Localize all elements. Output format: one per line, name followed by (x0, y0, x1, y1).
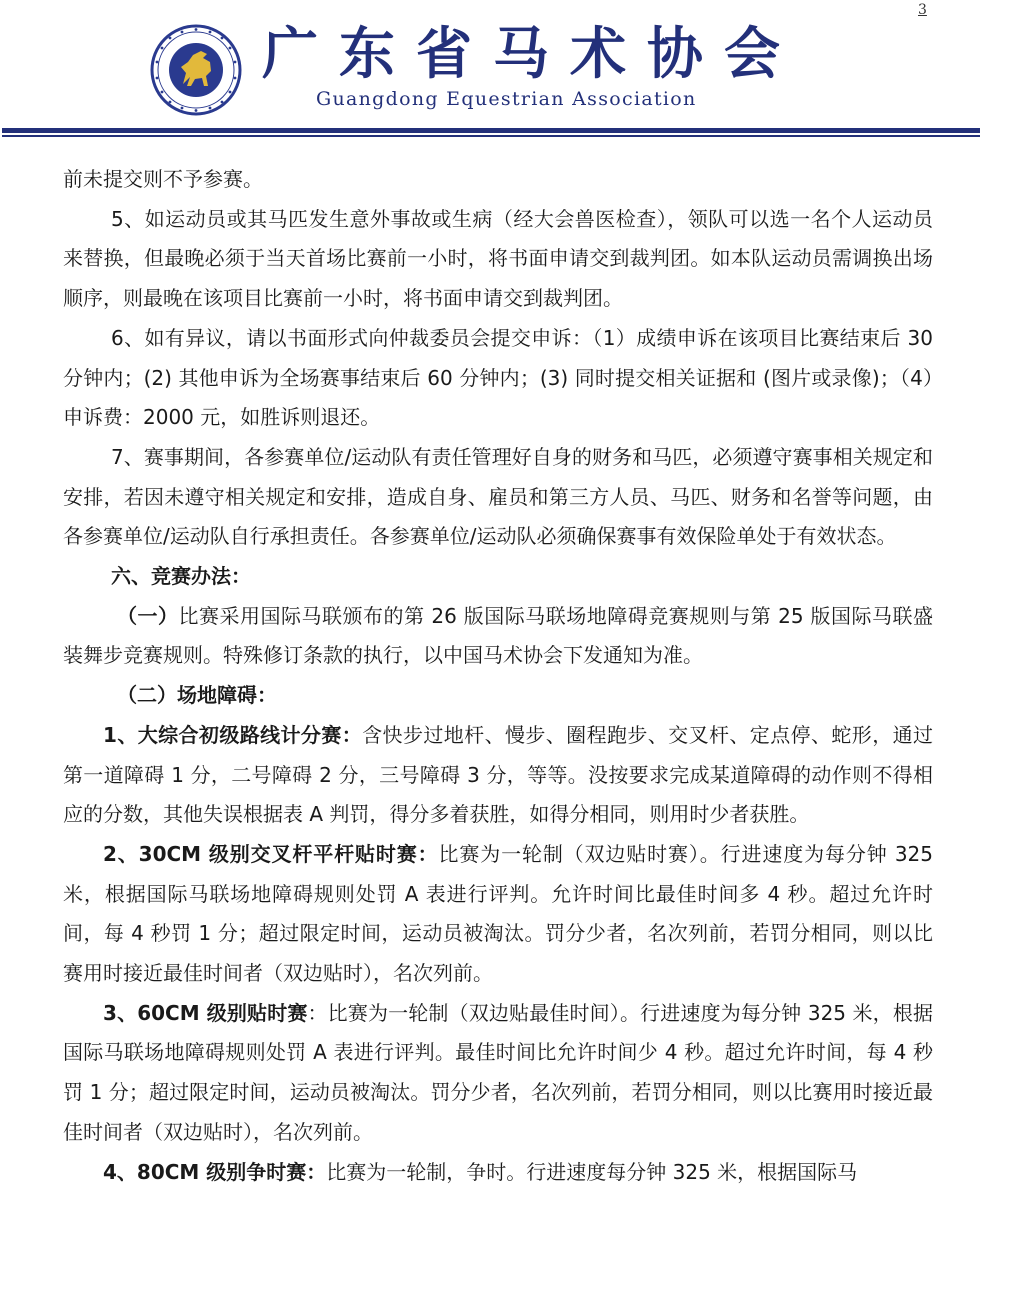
paragraph: 7、赛事期间，各参赛单位/运动队有责任管理好自身的财务和马匹，必须遵守赛事相关规定和安排，若因未遵守相关规定和安排，造成自身、雇员和第三方人员、马匹、财务和名誉等问题，由各参赛单位/运动队自行承担责任。各参赛单位/运动队必须确保赛事有效保险单处于有效状态。 (63, 444, 933, 549)
letterhead (0, 0, 1035, 140)
paragraph: 前未提交则不予参赛。 (63, 167, 263, 191)
paragraph (63, 994, 933, 1153)
subsection-label: （一） (117, 603, 179, 628)
section-heading: 六、竞赛办法： (111, 564, 251, 589)
paragraph: 5、如运动员或其马匹发生意外事故或生病（经大会兽医检查），领队可以选一名个人运动员来替换，但最晚必须于当天首场比赛前一小时，将书面申请交到裁判团。如本队运动员需调换出场顺序，则最晚在该项目比赛前一小时，将书面申请交到裁判团。 (63, 206, 933, 311)
item-title: 3、60CM 级别贴时赛 (103, 1000, 308, 1025)
association-seal-horse-logo (150, 24, 242, 116)
paragraph (63, 597, 933, 676)
page-number: 3 (918, 2, 927, 18)
organization-name-en: Guangdong Equestrian Association (316, 88, 697, 110)
item-title: 2、30CM 级别交叉杆平杆贴时赛： (103, 841, 439, 866)
item-title: 1、大综合初级路线计分赛： (103, 722, 363, 747)
subsection-heading: （二）场地障碍： (117, 683, 277, 708)
item-text: ：比赛为一轮制（双边贴最佳时间）。行进速度为每分钟 325 米，根据国际马联场地障碍规则处罚 A 表进行评判。最佳时间比允许时间少 4 秒。超过允许时间，每 4 秒罚 1 分；超过限定时间，运动员被淘汰。罚分少者，名次列前，若罚分相同，则以比赛用时接近最佳时间者（双边贴时），名次列前。 (63, 1000, 933, 1144)
item-title: 4、80CM 级别争时赛： (103, 1159, 327, 1184)
item-text: 含快步过地杆、慢步、圈程跑步、交叉杆、定点停、蛇形，通过第一道障碍 1 分，二号障碍 2 分，三号障碍 3 分，等等。没按要求完成某道障碍的动作则不得相应的分数，其他失误根据表 A 判罚，得分多着获胜，如得分相同，则用时少者获胜。 (63, 722, 934, 827)
document-body (63, 160, 933, 1192)
header-divider-thick (2, 128, 980, 133)
item-text: 比赛为一轮制（双边贴时赛）。行进速度为每分钟 325 米，根据国际马联场地障碍规则处罚 A 表进行评判。允许时间比最佳时间多 4 秒。超过允许时间，每 4 秒罚 1 分；超过限定时间，运动员被淘汰。罚分少者，名次列前，若罚分相同，则以比赛用时接近最佳时间者（双边贴时），名次列前。 (63, 841, 933, 986)
paragraph (63, 835, 933, 994)
paragraph: 6、如有异议，请以书面形式向仲裁委员会提交申诉：（1）成绩申诉在该项目比赛结束后 30 分钟内；(2) 其他申诉为全场赛事结束后 60 分钟内；(3) 同时提交相关证据和 (图片或录像)；（4）申诉费：2000 元，如胜诉则退还。 (63, 325, 933, 430)
item-text: 比赛为一轮制，争时。行进速度每分钟 325 米，根据国际马 (326, 1159, 858, 1184)
paragraph-text: 比赛采用国际马联颁布的第 26 版国际马联场地障碍竞赛规则与第 25 版国际马联盛装舞步竞赛规则。特殊修订条款的执行，以中国马术协会下发通知为准。 (63, 603, 934, 668)
paragraph (63, 716, 933, 835)
paragraph (63, 1153, 933, 1193)
header-divider-thin (2, 135, 980, 137)
organization-name-cn: 广东省马术协会 (262, 21, 801, 87)
